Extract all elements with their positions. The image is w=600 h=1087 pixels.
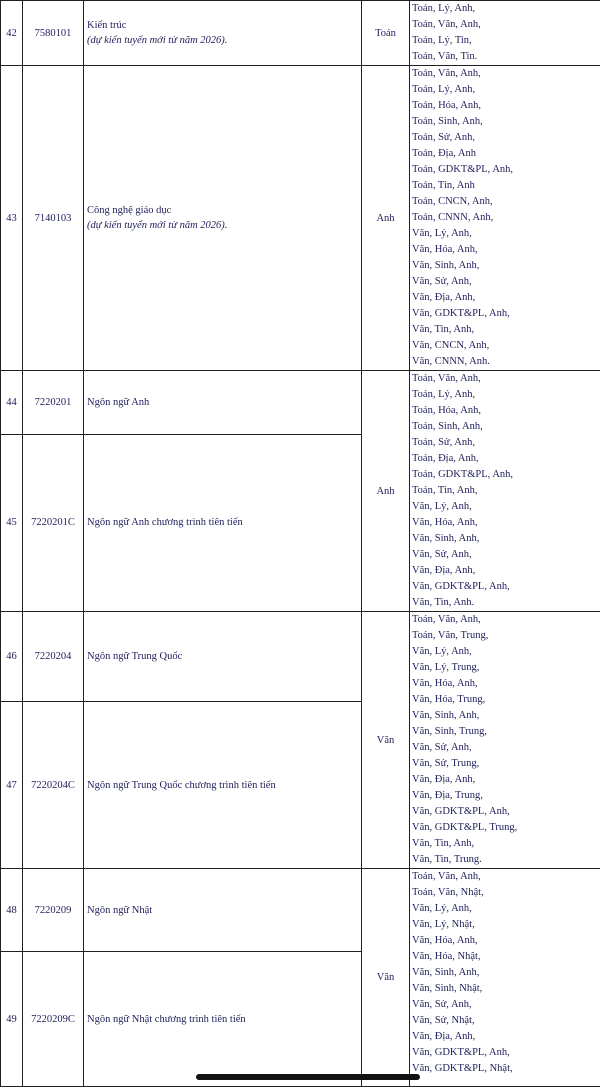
subject-combo: Văn, Lý, Trung, [412,660,600,676]
subject-combo: Văn, Tin, Anh. [412,595,600,611]
subject-combo: Toán, Văn, Anh, [412,869,600,885]
subject-combo: Văn, Địa, Anh, [412,1029,600,1045]
row-number: 43 [1,66,23,371]
subject-combo: Toán, Văn, Trung, [412,628,600,644]
subject-combo: Văn, Sử, Anh, [412,997,600,1013]
subject-combo: Toán, Văn, Nhật, [412,885,600,901]
major-code: 7140103 [23,66,84,371]
subject-combo: Toán, GDKT&PL, Anh, [412,467,600,483]
table-row [1,1,600,66]
subject-combo: Văn, GDKT&PL, Anh, [412,306,600,322]
major-code: 7220204C [23,702,84,869]
subject-combo: Văn, Sinh, Anh, [412,258,600,274]
major-code: 7220201C [23,434,84,611]
subject-combo: Toán, Tin, Anh [412,178,600,194]
major-name-cell [84,1,362,66]
subject-combo: Toán, CNNN, Anh, [412,210,600,226]
row-number: 46 [1,612,23,702]
major-code: 7220204 [23,612,84,702]
subject-combo: Văn, Tin, Trung. [412,852,600,868]
subject-combo: Toán, CNCN, Anh, [412,194,600,210]
main-subject: Toán [362,1,410,66]
subject-combo: Văn, Sử, Trung, [412,756,600,772]
subject-combo: Toán, Lý, Anh, [412,1,600,17]
subject-combos [410,66,600,371]
row-number: 45 [1,434,23,611]
subject-combo: Toán, Văn, Anh, [412,612,600,628]
subject-combo: Toán, Sinh, Anh, [412,114,600,130]
subject-combo: Văn, Sử, Nhật, [412,1013,600,1029]
subject-combo: Toán, Hóa, Anh, [412,403,600,419]
subject-combo: Toán, Địa, Anh [412,146,600,162]
major-name: Ngôn ngữ Anh chương trình tiên tiến [84,434,362,611]
subject-combo: Văn, CNCN, Anh, [412,338,600,354]
subject-combo: Toán, Sử, Anh, [412,435,600,451]
subject-combo: Văn, GDKT&PL, Anh, [412,804,600,820]
subject-combo: Toán, Văn, Anh, [412,66,600,82]
major-name: Ngôn ngữ Anh [84,371,362,435]
subject-combo: Văn, Sinh, Nhật, [412,981,600,997]
subject-combo: Văn, Sinh, Anh, [412,965,600,981]
subject-combo: Văn, GDKT&PL, Trung, [412,820,600,836]
subject-combo: Toán, GDKT&PL, Anh, [412,162,600,178]
major-name: Kiến trúc [87,20,126,31]
subject-combo: Văn, Địa, Anh, [412,563,600,579]
subject-combo: Văn, Lý, Anh, [412,499,600,515]
subject-combo: Văn, Sử, Anh, [412,740,600,756]
subject-combo: Văn, CNNN, Anh. [412,354,600,370]
major-name: Ngôn ngữ Trung Quốc [84,612,362,702]
subject-combo: Văn, Tin, Anh, [412,836,600,852]
subject-combo: Văn, Sinh, Trung, [412,724,600,740]
subject-combo: Toán, Địa, Anh, [412,451,600,467]
home-indicator[interactable] [196,1074,420,1080]
major-note: (dự kiến tuyển mới từ năm 2026). [87,218,361,233]
subject-combo: Toán, Tin, Anh, [412,483,600,499]
subject-combo: Văn, Hóa, Anh, [412,515,600,531]
subject-combo: Văn, Hóa, Nhật, [412,949,600,965]
subject-combo: Văn, GDKT&PL, Nhật, [412,1061,600,1077]
subject-combo: Văn, Sinh, Anh, [412,531,600,547]
subject-combo: Văn, Lý, Anh, [412,901,600,917]
subject-combo: Văn, Địa, Anh, [412,772,600,788]
subject-combos [410,612,600,869]
major-name: Công nghệ giáo dục [87,205,171,216]
major-note: (dự kiến tuyển mới từ năm 2026). [87,33,361,48]
subject-combo: Toán, Lý, Tin, [412,33,600,49]
main-subject: Anh [362,371,410,612]
subject-combos [410,1,600,66]
main-subject: Anh [362,66,410,371]
subject-combo: Toán, Văn, Anh, [412,371,600,387]
table-row [1,66,600,371]
row-number: 48 [1,869,23,952]
subject-combo: Toán, Sử, Anh, [412,130,600,146]
table-row [1,869,600,952]
major-name: Ngôn ngữ Trung Quốc chương trình tiên tiến [84,702,362,869]
row-number: 42 [1,1,23,66]
major-name: Ngôn ngữ Nhật [84,869,362,952]
subject-combos [410,869,600,1087]
subject-combo: Văn, Địa, Trung, [412,788,600,804]
subject-combo: Văn, Hóa, Anh, [412,933,600,949]
subject-combo: Văn, Sinh, Anh, [412,708,600,724]
subject-combo: Văn, GDKT&PL, Anh, [412,1045,600,1061]
subject-combo: Văn, Hóa, Anh, [412,676,600,692]
row-number: 44 [1,371,23,435]
subject-combo: Văn, Tin, Anh, [412,322,600,338]
subject-combo: Toán, Lý, Anh, [412,387,600,403]
major-name-cell [84,66,362,371]
subject-combo: Văn, Sử, Anh, [412,547,600,563]
row-number: 49 [1,952,23,1087]
table-row [1,612,600,702]
major-code: 7580101 [23,1,84,66]
table-row [1,371,600,435]
subject-combo: Toán, Văn, Tin. [412,49,600,65]
row-number: 47 [1,702,23,869]
major-name: Ngôn ngữ Nhật chương trình tiên tiến [84,952,362,1087]
subject-combo: Văn, GDKT&PL, Anh, [412,579,600,595]
subject-combo: Toán, Sinh, Anh, [412,419,600,435]
subject-combo: Văn, Lý, Nhật, [412,917,600,933]
subject-combo: Toán, Hóa, Anh, [412,98,600,114]
subject-combo: Văn, Lý, Anh, [412,644,600,660]
major-code: 7220209 [23,869,84,952]
subject-combo: Văn, Lý, Anh, [412,226,600,242]
main-subject: Văn [362,612,410,869]
subject-combo: Văn, Địa, Anh, [412,290,600,306]
major-code: 7220209C [23,952,84,1087]
subject-combo: Toán, Văn, Anh, [412,17,600,33]
main-subject: Văn [362,869,410,1087]
major-code: 7220201 [23,371,84,435]
subject-combo: Văn, Sử, Anh, [412,274,600,290]
subject-combo: Văn, Hóa, Anh, [412,242,600,258]
subject-combo: Văn, Hóa, Trung, [412,692,600,708]
subject-combos [410,371,600,612]
subject-combo: Toán, Lý, Anh, [412,82,600,98]
